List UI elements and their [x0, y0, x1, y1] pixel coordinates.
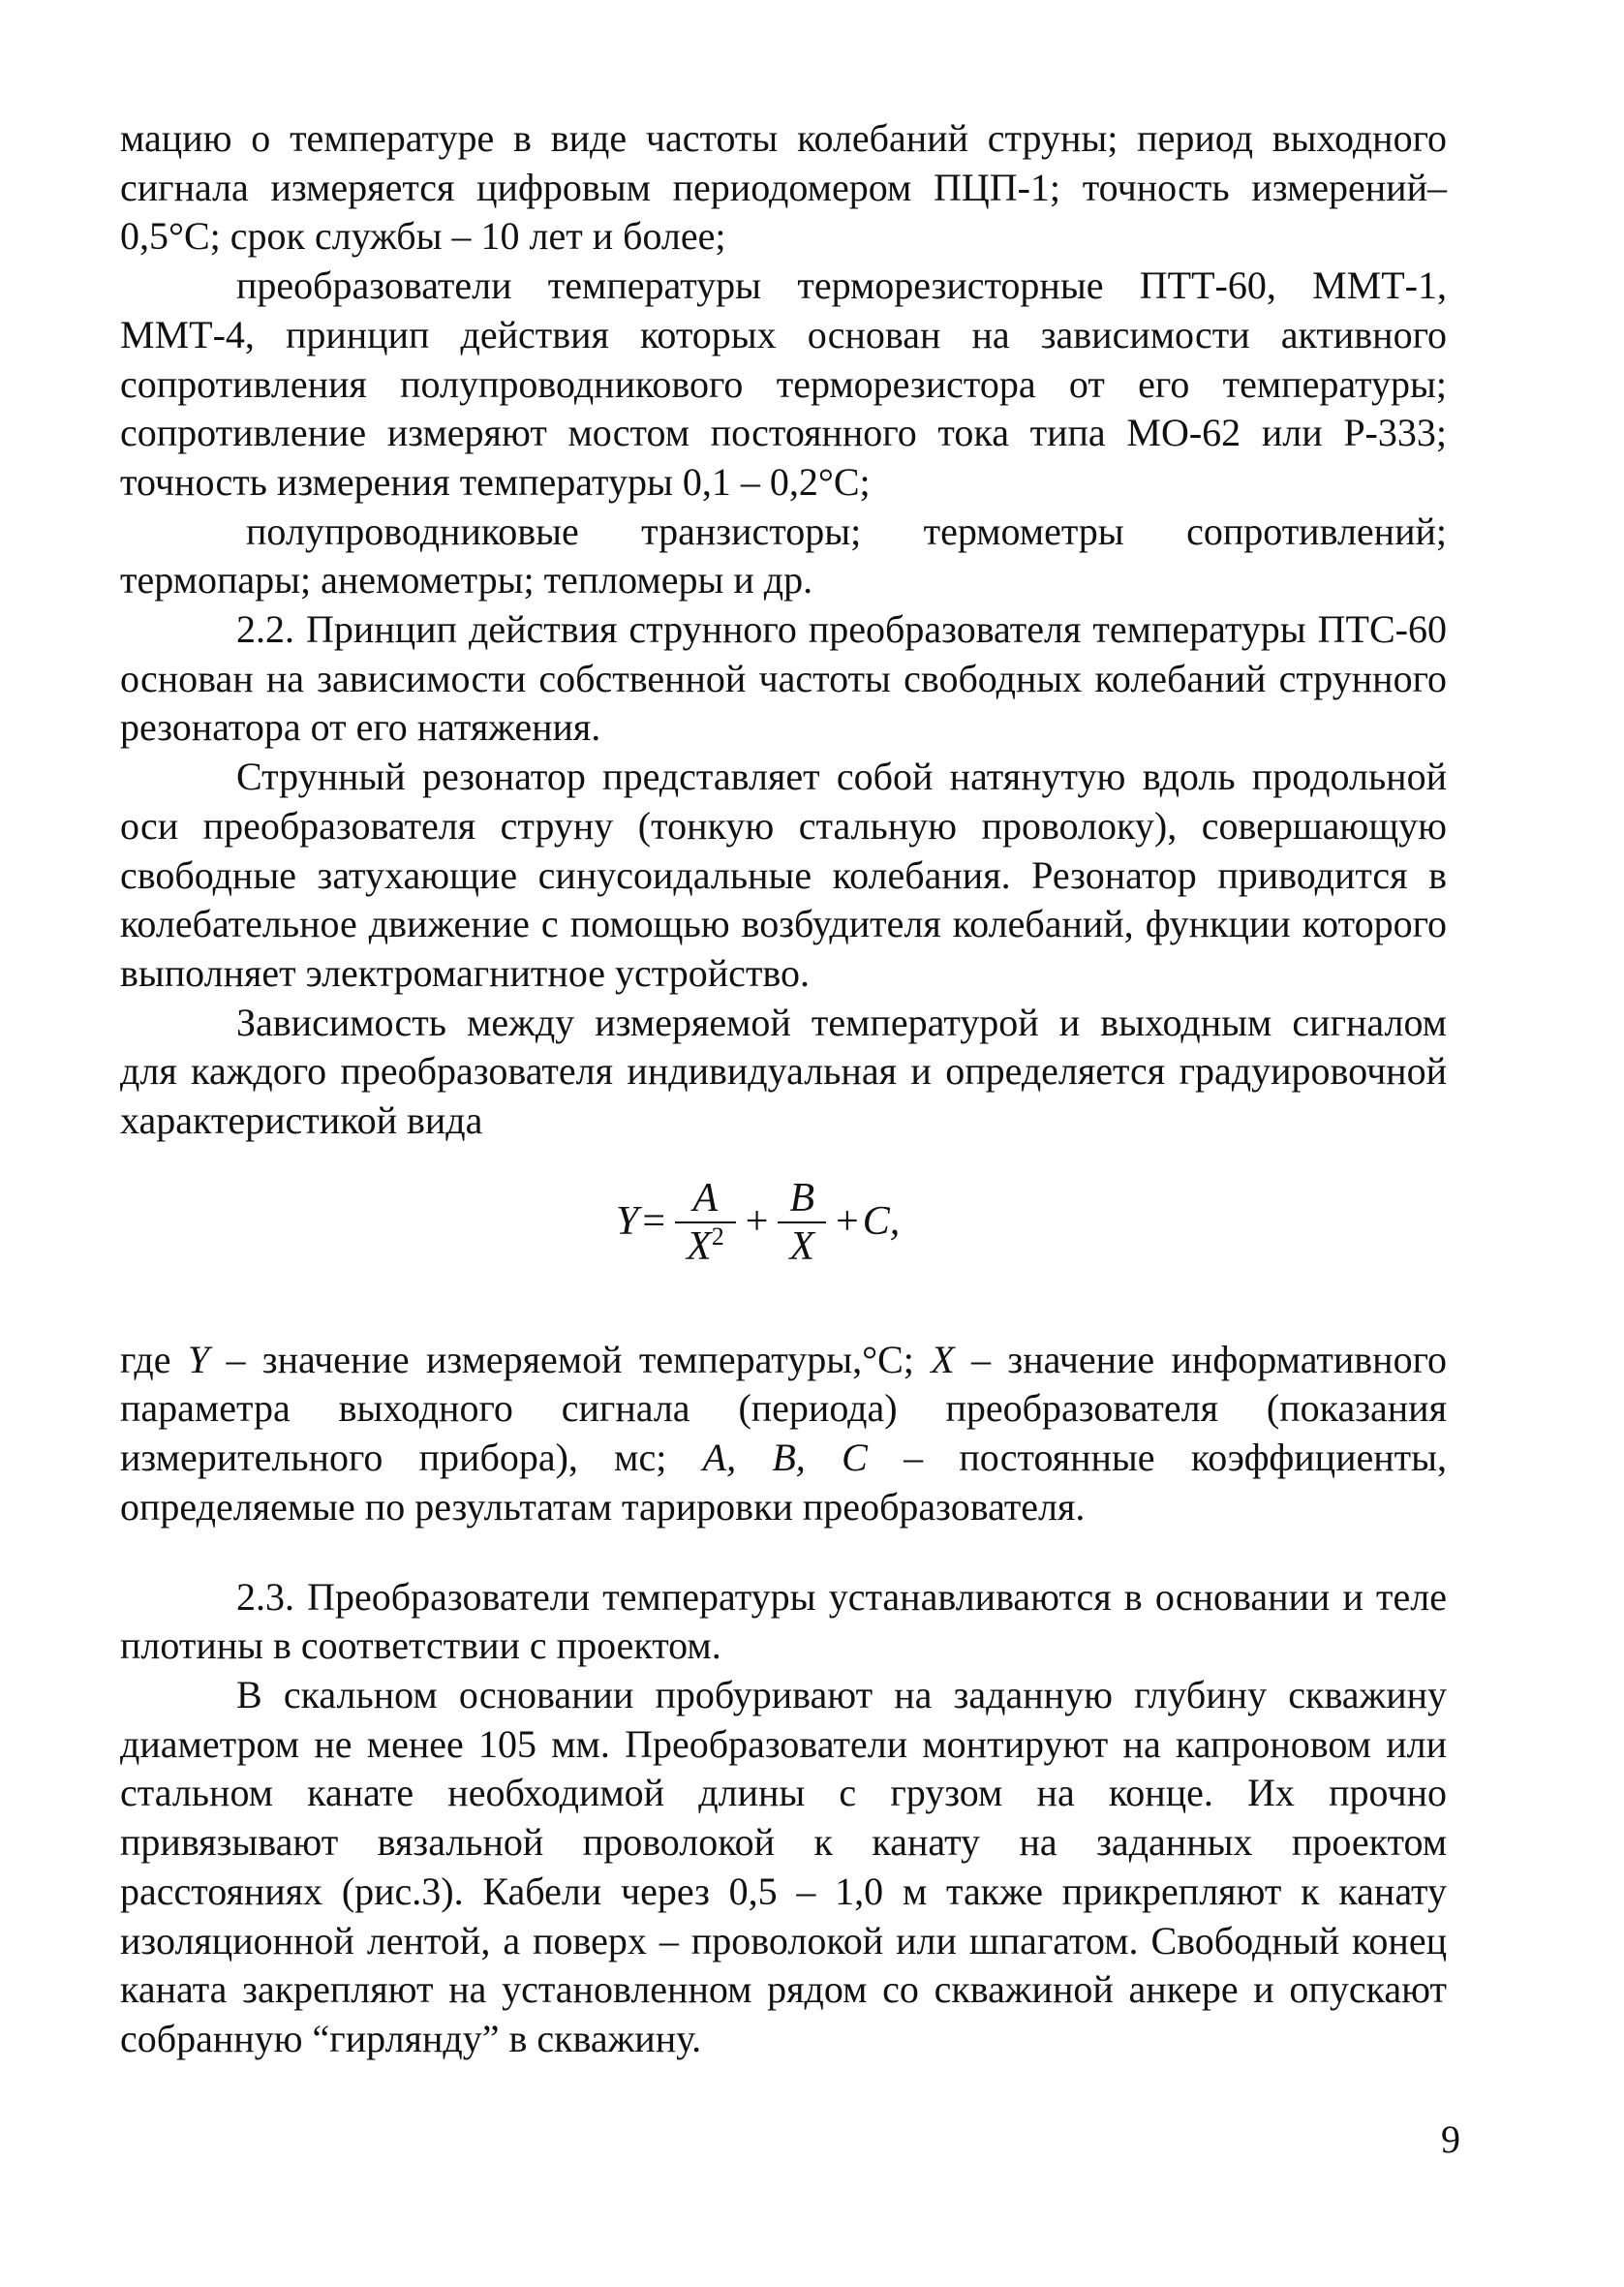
paragraph-section-2-3 [120, 1573, 1447, 1671]
formula-numerator-b: B [789, 1175, 815, 1221]
formula-plus-2: + [836, 1199, 859, 1245]
paragraph-continuation: мацию о температуре в виде частоты колебаний струны; период выходного сигнала измеряется цифровым периодомером ПЦП-1; точность измерений– 0,5°С; срок службы – 10 лет и более; [120, 116, 1447, 259]
formula-numerator-a: A [692, 1175, 719, 1221]
formula-lhs: Y [616, 1199, 639, 1245]
paragraph-installation: В скальном основании пробуривают на заданную глубину скважину диаметром не менее 105 мм. Преобразователи монтируют на капроновом или стальном канате необходимой длины с грузом на конце. Их прочно привязывают вязальной проволокой к канату на заданных проектом расстояниях (рис.3). Кабели через 0,5 – 1,0 м также прикрепляют к канату изоляционной лентой, а поверх – проволокой или шпагатом. Свободный конец каната закрепляют на установленном рядом со скважиной анкере и опускают собранную “гирлянду” в скважину. [120, 1672, 1447, 2060]
paragraph-string-resonator: Струнный резонатор представляет собой натянутую вдоль продольной оси преобразователя струну (тонкую стальную проволоку), совершающую свободные затухающие синусоидальные колебания. Резонатор приводится в колебательное движение с помощью возбудителя колебаний, функции которого выполняет электромагнитное устройство. [120, 755, 1447, 995]
formula-fraction-a [675, 1175, 736, 1270]
paragraph-calibration-intro: Зависимость между измеряемой температурой и выходным сигналом для каждого преобразователя индивидуальная и определяется градуировочной характеристикой вида [120, 1000, 1447, 1143]
formula-denominator-x2: $X^2$ [675, 1221, 736, 1270]
section-text: Преобразователи температуры устанавливаются в основании и теле плотины в соответствии с проектом. [120, 1574, 1447, 1668]
formula-plus-1: + [745, 1199, 769, 1245]
section-number: 2.3. [236, 1574, 294, 1619]
paragraph-section-2-2 [120, 605, 1447, 753]
formula-denominator-x: X [778, 1221, 826, 1270]
section-number: 2.2. [236, 607, 294, 652]
calibration-formula [616, 1175, 900, 1270]
section-text: Принцип действия струнного преобразователя температуры ПТС-60 основан на зависимости собственной частоты свободных колебаний струнного резонатора от его натяжения. [120, 607, 1447, 750]
formula-constant-c: C [862, 1199, 890, 1245]
page-number: 9 [1441, 2117, 1460, 2161]
paragraph-formula-legend: где Y – значение измеряемой температуры,°С; X – значение информативного параметра выходного сигнала (периода) преобразователя (показания измерительного прибора), мс; A, B, C – постоянные коэффициенты, определяемые по результатам тарировки преобразователя. [120, 1337, 1447, 1529]
paragraph-other-sensors: полупроводниковые транзисторы; термометры сопротивлений; термопары; анемометры; тепломеры и др. [120, 509, 1447, 603]
formula-fraction-b [778, 1175, 826, 1270]
formula-block [120, 1146, 1447, 1336]
paragraph-ptt-converters: преобразователи температуры терморезисторные ПТТ-60, ММТ-1, ММТ-4, принцип действия которых основан на зависимости активного сопротивления полупроводникового терморезистора от его температуры; сопротивление измеряют мостом постоянного тока типа МО-62 или Р-333; точность измерения температуры 0,1 – 0,2°С; [120, 263, 1447, 504]
body-text [120, 114, 1447, 2064]
formula-equals: = [642, 1199, 666, 1245]
formula-trailing-comma: , [889, 1199, 901, 1245]
